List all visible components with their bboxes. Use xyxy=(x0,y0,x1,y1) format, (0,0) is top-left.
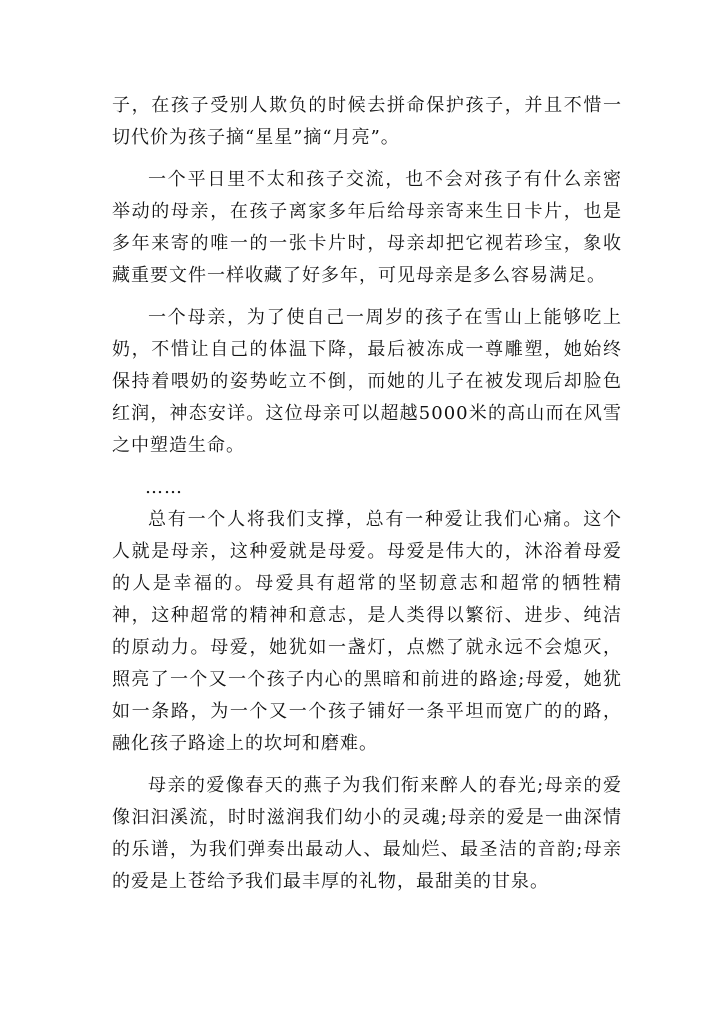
ellipsis-separator: …… xyxy=(145,477,183,498)
paragraph-maternal-love: 总有一个人将我们支撑，总有一种爱让我们心痛。这个人就是母亲，这种爱就是母爱。母爱是伟大的，沐浴着母爱的人是幸福的。母爱具有超常的坚韧意志和超常的牺牲精神，这种超常的精神和意志，是人类得以繁衍、进步、纯洁的原动力。母爱，她犹如一盏灯，点燃了就永远不会熄灭，照亮了一个又一个孩子内心的黑暗和前进的路途;母爱，她犹如一条路，为一个又一个孩子铺好一条平坦而宽广的的路，融化孩子路途上的坎坷和磨难。 xyxy=(112,509,622,754)
paragraph-mother-love-metaphors: 母亲的爱像春天的燕子为我们衔来醉人的春光;母亲的爱像汩汩溪流，时时滋润我们幼小的灵魂;母亲的爱是一曲深情的乐谱，为我们弹奏出最动人、最灿烂、最圣洁的音韵;母亲的爱是上苍给予我们最丰厚的礼物，最甜美的甘泉。 xyxy=(112,775,622,892)
paragraph-birthday-card: 一个平日里不太和孩子交流，也不会对孩子有什么亲密举动的母亲，在孩子离家多年后给母亲寄来生日卡片，也是多年来寄的唯一的一张卡片时，母亲却把它视若珍宝，象收藏重要文件一样收藏了好多年，可见母亲是多么容易满足。 xyxy=(112,169,622,286)
paragraph-snow-mountain: 一个母亲，为了使自己一周岁的孩子在雪山上能够吃上奶，不惜让自己的体温下降，最后被冻成一尊雕塑，她始终保持着喂奶的姿势屹立不倒，而她的儿子在被发现后却脸色红润，神态安详。这位母亲可以超越5000米的高山而在风雪之中塑造生命。 xyxy=(112,307,622,456)
document-body xyxy=(112,90,622,898)
paragraph-continuation: 子，在孩子受别人欺负的时候去拼命保护孩子，并且不惜一切代价为孩子摘“星星”摘“月亮”。 xyxy=(112,95,622,148)
